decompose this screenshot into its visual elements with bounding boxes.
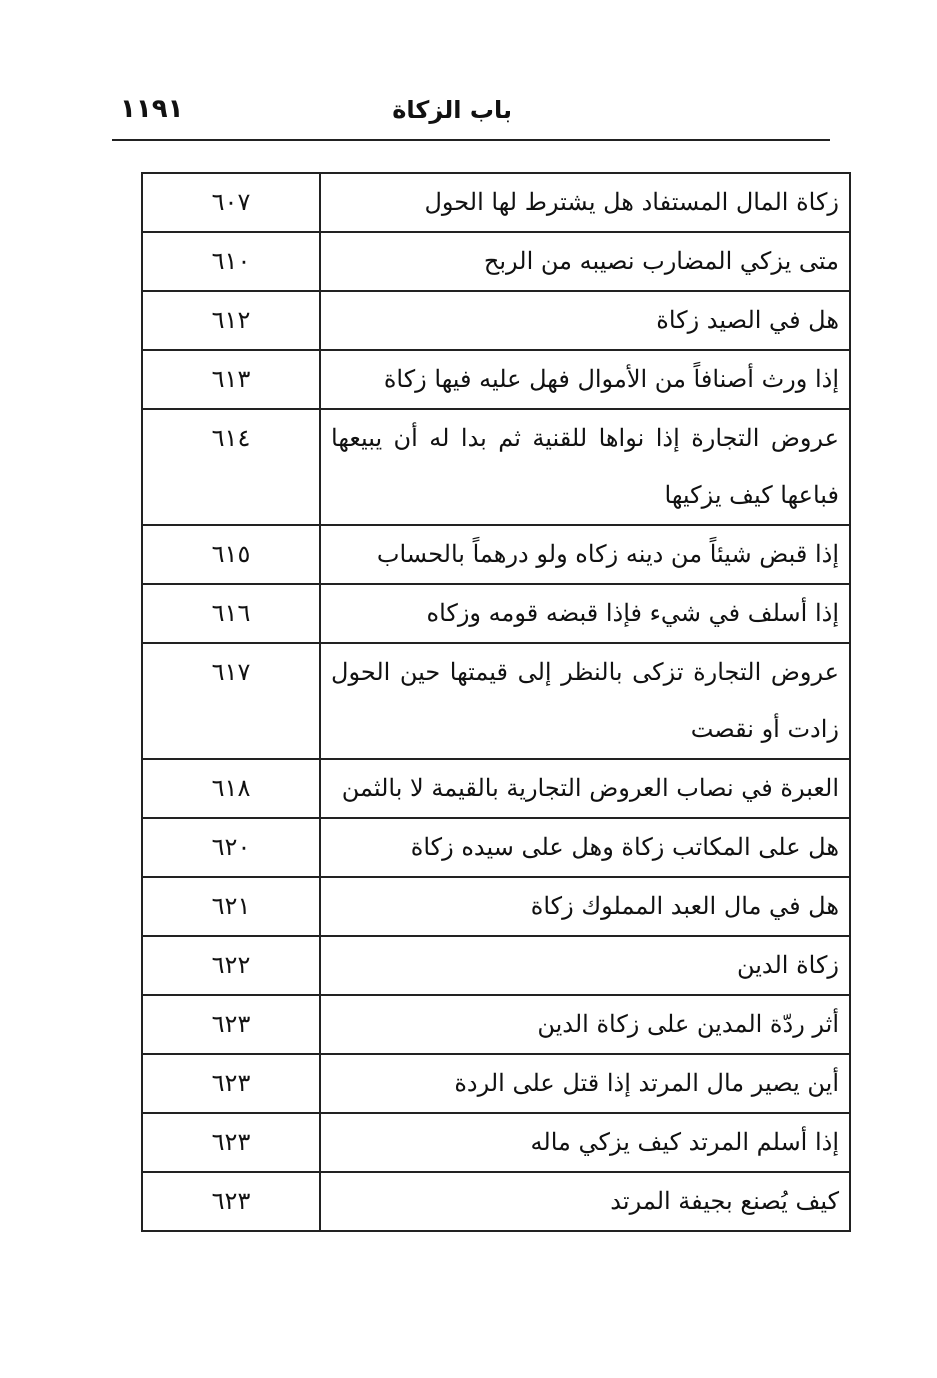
table-row [142, 759, 850, 818]
table-row [142, 1054, 850, 1113]
table-row [142, 409, 850, 525]
topic-cell: إذا أسلم المرتد كيف يزكي ماله [320, 1113, 850, 1172]
table-row [142, 584, 850, 643]
topic-cell: زكاة الدين [320, 936, 850, 995]
page-ref-cell: ٦٢٣ [142, 1054, 320, 1113]
table-row [142, 643, 850, 759]
page-ref-cell: ٦٠٧ [142, 173, 320, 232]
topic-cell: عروض التجارة إذا نواها للقنية ثم بدا له أن يبيعها فباعها كيف يزكيها [320, 409, 850, 525]
topic-cell: أثر ردّة المدين على زكاة الدين [320, 995, 850, 1054]
table-row [142, 1113, 850, 1172]
page-ref-cell: ٦١٢ [142, 291, 320, 350]
topic-cell: أين يصير مال المرتد إذا قتل على الردة [320, 1054, 850, 1113]
page-ref-cell: ٦٢٣ [142, 995, 320, 1054]
page-ref-cell: ٦٢١ [142, 877, 320, 936]
page-ref-cell: ٦١٨ [142, 759, 320, 818]
page-ref-cell: ٦١٦ [142, 584, 320, 643]
page-ref-cell: ٦١٤ [142, 409, 320, 525]
page-ref-cell: ٦٢٣ [142, 1172, 320, 1231]
page-ref-cell: ٦٢٠ [142, 818, 320, 877]
topic-cell: إذا قبض شيئاً من دينه زكاه ولو درهماً بالحساب [320, 525, 850, 584]
topic-cell: إذا أسلف في شيء فإذا قبضه قومه وزكاه [320, 584, 850, 643]
table-row [142, 232, 850, 291]
topic-cell: إذا ورث أصنافاً من الأموال فهل عليه فيها زكاة [320, 350, 850, 409]
page-ref-cell: ٦١٣ [142, 350, 320, 409]
topic-cell: العبرة في نصاب العروض التجارية بالقيمة لا بالثمن [320, 759, 850, 818]
topic-cell: هل في الصيد زكاة [320, 291, 850, 350]
toc-body [142, 173, 850, 1231]
table-row [142, 877, 850, 936]
topic-cell: زكاة المال المستفاد هل يشترط لها الحول [320, 173, 850, 232]
page-ref-cell: ٦١٠ [142, 232, 320, 291]
table-row [142, 995, 850, 1054]
toc-table [141, 172, 851, 1232]
table-row [142, 818, 850, 877]
chapter-title: باب الزكاة [392, 96, 512, 124]
table-row [142, 1172, 850, 1231]
topic-cell: متى يزكي المضارب نصيبه من الربح [320, 232, 850, 291]
page-ref-cell: ٦١٥ [142, 525, 320, 584]
page-number: ١١٩١ [120, 94, 184, 124]
topic-cell: كيف يُصنع بجيفة المرتد [320, 1172, 850, 1231]
page-ref-cell: ٦٢٢ [142, 936, 320, 995]
page-ref-cell: ٦٢٣ [142, 1113, 320, 1172]
topic-cell: عروض التجارة تزكى بالنظر إلى قيمتها حين الحول زادت أو نقصت [320, 643, 850, 759]
table-row [142, 936, 850, 995]
topic-cell: هل على المكاتب زكاة وهل على سيده زكاة [320, 818, 850, 877]
table-row [142, 525, 850, 584]
table-row [142, 350, 850, 409]
table-row [142, 173, 850, 232]
topic-cell: هل في مال العبد المملوك زكاة [320, 877, 850, 936]
page-ref-cell: ٦١٧ [142, 643, 320, 759]
table-row [142, 291, 850, 350]
header-divider [112, 139, 830, 141]
page-header [112, 92, 830, 138]
